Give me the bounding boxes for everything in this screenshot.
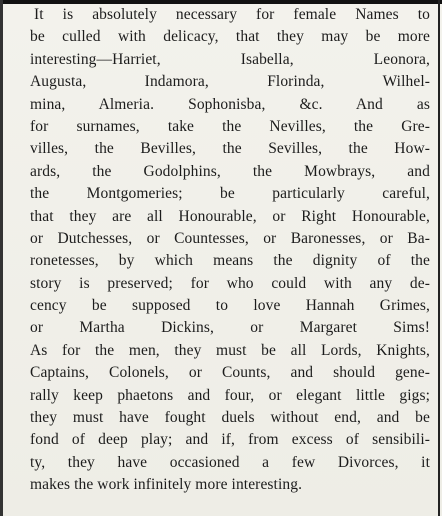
text-line: interesting—Harriet, Isabella, Leonora, xyxy=(30,50,430,68)
text-line: that they are all Honourable, or Right Honourable, xyxy=(30,207,430,225)
text-line: As for the men, they must be all Lords, Knights, xyxy=(30,341,430,359)
text-line: they must have fought duels without end, and be xyxy=(30,409,430,427)
text-line: rally keep phaetons and four, or elegant little gigs; xyxy=(30,386,430,404)
text-line: It is absolutely necessary for female Names to xyxy=(34,6,430,23)
text-line: makes the work infinitely more interesting. xyxy=(30,476,303,494)
text-line: ronetesses, by which means the dignity of the xyxy=(30,252,430,270)
text-line: ty, they have occasioned a few Divorces, it xyxy=(30,453,430,471)
cropped-next-line xyxy=(30,505,430,516)
text-line: fond of deep play; and if, from excess of sensibili- xyxy=(30,431,430,449)
text-line: Captains, Colonels, or Counts, and should gene- xyxy=(30,364,430,382)
text-line: or Dutchesses, or Countesses, or Baronesses, or Ba- xyxy=(30,229,430,247)
text-line: be culled with delicacy, that they may be more xyxy=(30,28,430,46)
text-line: ards, the Godolphins, the Mowbrays, and xyxy=(30,162,430,180)
text-line: villes, the Bevilles, the Sevilles, the How- xyxy=(30,140,430,158)
text-line: the Montgomeries; be particularly careful, xyxy=(30,185,430,203)
page-right-edge xyxy=(438,0,440,516)
page-left-edge xyxy=(0,0,3,516)
text-line: cency be supposed to love Hannah Grimes, xyxy=(30,297,430,315)
text-line: Augusta, Indamora, Florinda, Wilhel- xyxy=(30,73,430,91)
body-text xyxy=(30,4,430,497)
text-line: mina, Almeria. Sophonisba, &c. And as xyxy=(30,95,430,113)
text-line: or Martha Dickins, or Margaret Sims! xyxy=(30,319,430,337)
text-line: story is preserved; for who could with any de- xyxy=(30,274,430,292)
text-line: for surnames, take the Nevilles, the Gre- xyxy=(30,117,430,135)
